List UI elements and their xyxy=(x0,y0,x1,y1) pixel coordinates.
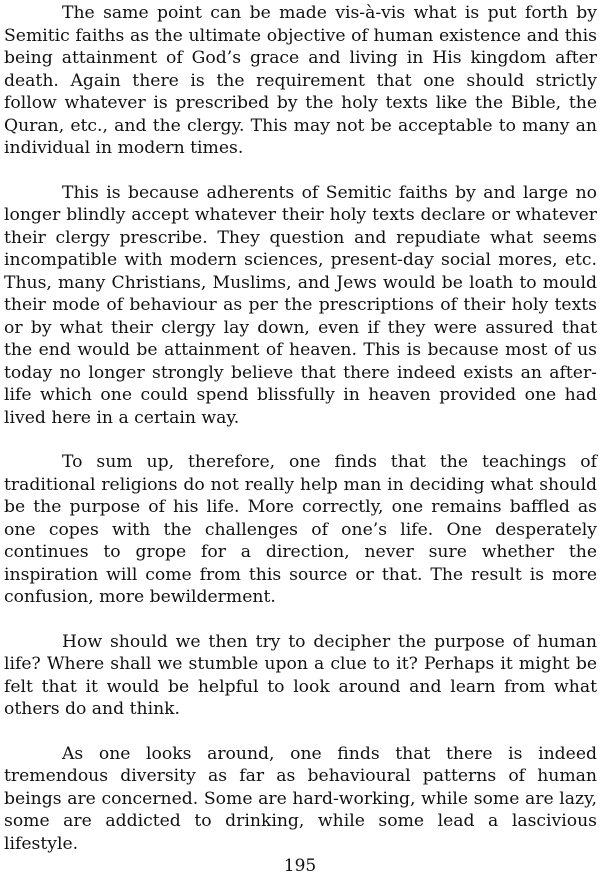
body-text xyxy=(4,2,597,855)
paragraph-5: As one looks around, one finds that there is indeed tremendous diversity as far as behavioural patterns of human beings are concerned. Some are hard-working, while some are lazy, some are addicted to drinking, while some lead a lascivious lifestyle. xyxy=(4,743,597,854)
paragraph-1: The same point can be made vis-à-vis what is put forth by Semitic faiths as the ultimate objective of human existence and this being attainment of God’s grace and living in His kingdom after death. Again there is the requirement that one should strictly follow whatever is prescribed by the holy texts like the Bible, the Quran, etc., and the clergy. This may not be acceptable to many an individual in modern times. xyxy=(4,3,597,158)
paragraph-3: To sum up, therefore, one finds that the teachings of traditional religions do not really help man in deciding what should be the purpose of his life. More correctly, one remains baffled as one copes with the challenges of one’s life. One desperately continues to grope for a direction, never sure whether the inspiration will come from this source or that. The result is more confusion, more bewilderment. xyxy=(4,452,597,607)
paragraph-2: This is because adherents of Semitic faiths by and large no longer blindly accept whatever their holy texts declare or whatever their clergy prescribe. They question and repudiate what seems incompatible with modern sciences, present-day social mores, etc. Thus, many Christians, Muslims, and Jews would be loath to mould their mode of behaviour as per the prescriptions of their holy texts or by what their clergy lay down, even if they were assured that the end would be attainment of heaven. This is because most of us today no longer strongly believe that there indeed exists an after-life which one could spend blissfully in heaven provided one had lived here in a certain way. xyxy=(4,182,597,428)
page-number: 195 xyxy=(283,856,317,876)
paragraph-4: How should we then try to decipher the purpose of human life? Where shall we stumble upon a clue to it? Perhaps it might be felt that it would be helpful to look around and learn from what others do and think. xyxy=(4,631,597,719)
